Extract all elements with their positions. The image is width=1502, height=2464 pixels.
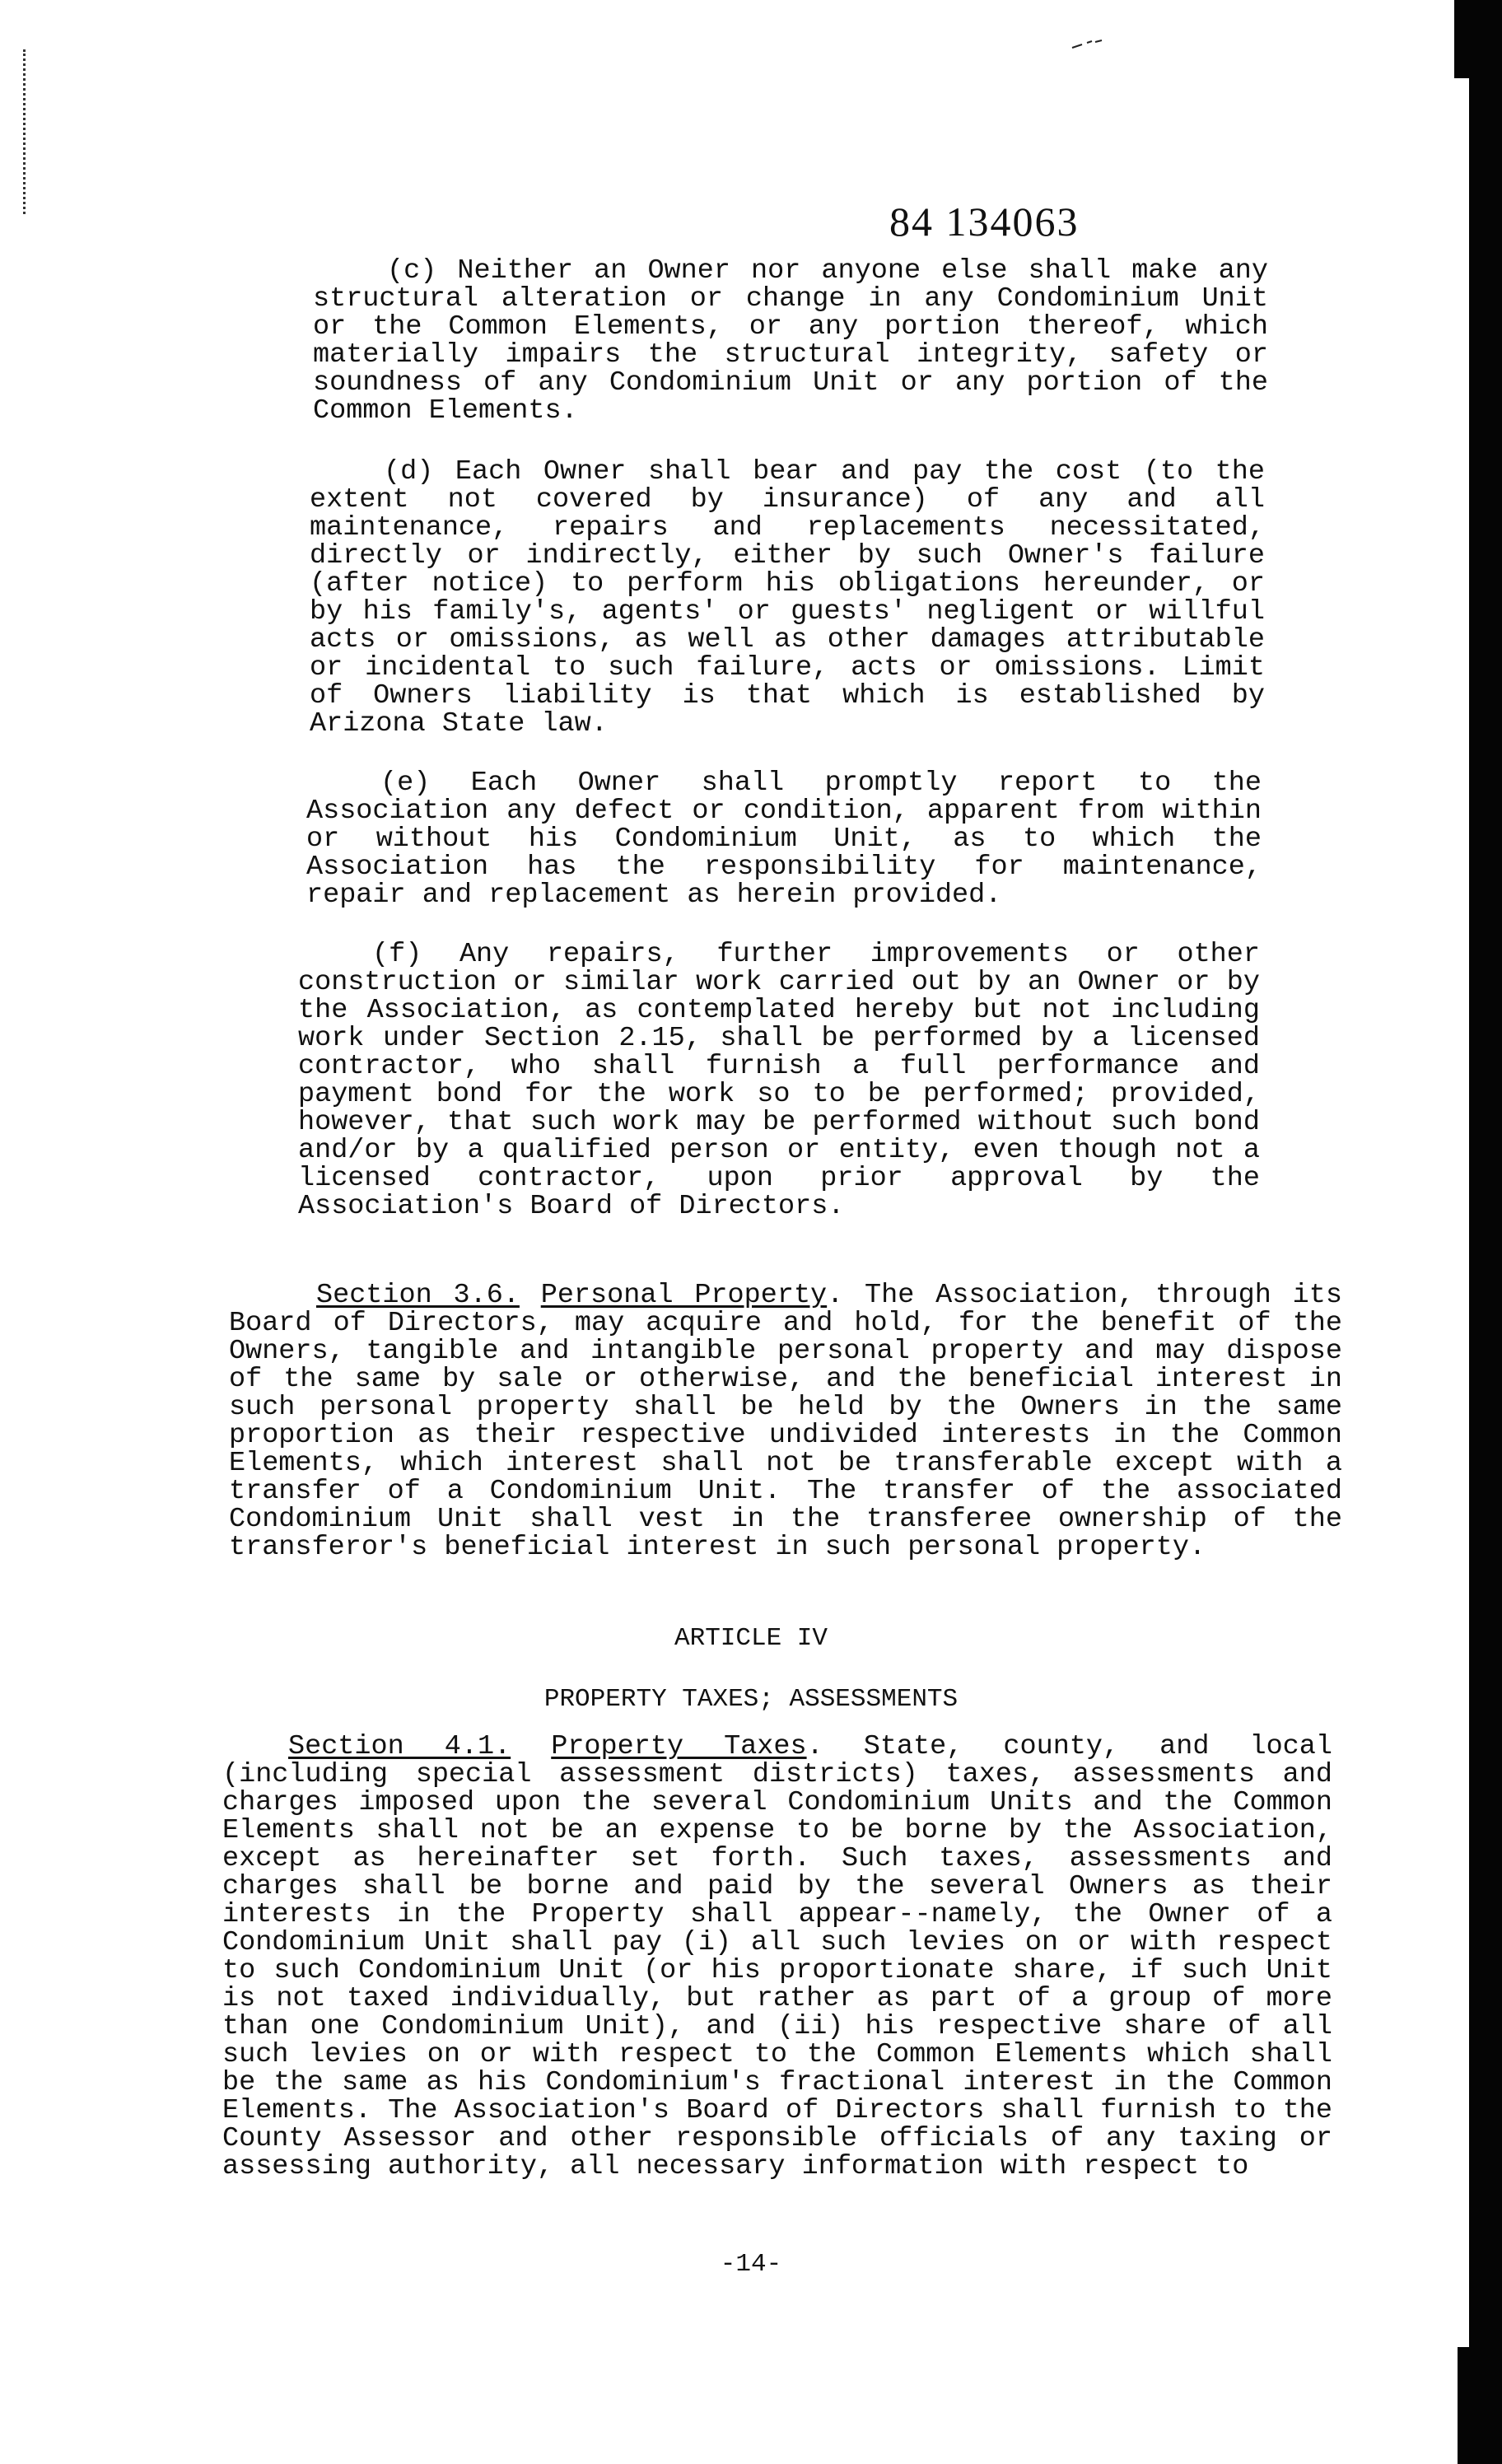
paragraph-f: [298, 940, 1260, 1220]
paragraph-d-text: (d) Each Owner shall bear and pay the cost (to the extent not covered by insurance) of any and all maintenance, repairs and replacements necessitated, directly or indirectly, either by such Owner's failure (after notice) to perform his obligations hereunder, or by his family's, agents' or guests' negligent or willful acts or omissions, as well as other damages attributable or incidental to such failure, acts or omissions. Limit of Owners liability is that which is established by Arizona State law.: [310, 456, 1265, 740]
section-4-1: [222, 1733, 1332, 2181]
page-number: -14-: [720, 2250, 782, 2279]
article-heading: ARTICLE IV: [674, 1624, 828, 1653]
section-4-1-title: Property Taxes: [551, 1731, 807, 1762]
section-3-6-body: . The Association, through its Board of Directors, may acquire and hold, for the benefit of the Owners, tangible and intangible personal property and may dispose of the same by sale or otherwise, and the beneficial interest in such personal property shall be held by the Owners in the same proportion as their respective undivided interests in the Common Elements, which interest shall not be transferable except with a transfer of a Condominium Unit. The transfer of the associated Condominium Unit shall vest in the transferee ownership of the transferor's beneficial interest in such personal property.: [229, 1280, 1342, 1563]
paragraph-f-text: (f) Any repairs, further improvements or other construction or similar work carried out by an Owner or by the Association, as contemplated hereby but not including work under Section 2.15, shall be performed by a licensed contractor, who shall furnish a full performance and payment bond for the work so to be performed; provided, however, that such work may be performed without such bond and/or by a qualified person or entity, even though not a licensed contractor, upon prior approval by the Association's Board of Directors.: [298, 939, 1260, 1222]
scan-edge-notch-bottom: [1458, 2347, 1469, 2464]
scan-edge-left-marks: [23, 49, 30, 214]
section-3-6-title: Personal Property: [540, 1280, 828, 1311]
paragraph-e-text: (e) Each Owner shall promptly report to the Association any defect or condition, apparent from within or without his Condominium Unit, as to which the Association has the responsibility for maintenance, repair and replacement as herein provided.: [306, 768, 1262, 911]
section-4-1-body: . State, county, and local (including special assessment districts) taxes, assessments and charges imposed upon the several Condominium Units and the Common Elements shall not be an expense to be borne by the Association, except as hereinafter set forth. Such taxes, assessments and charges shall be borne and paid by the several Owners as their interests in the Property shall appear--namely, the Owner of a Condominium Unit shall pay (i) all such levies on or with respect to such Condominium Unit (or his proportionate share, if such Unit is not taxed individually, but rather as part of a group of more than one Condominium Unit), and (ii) his respective share of all such levies on or with respect to the Common Elements which shall be the same as his Condominium's fractional interest in the Common Elements. The Association's Board of Directors shall furnish to the County Assessor and other responsible officials of any taxing or assessing authority, all necessary information with respect to: [222, 1731, 1332, 2182]
paragraph-c: [313, 257, 1268, 425]
paragraph-c-text: (c) Neither an Owner nor anyone else shall make any structural alteration or change in any Condominium Unit or the Common Elements, or any portion thereof, which materially impairs the structural integrity, safety or soundness of any Condominium Unit or any portion of the Common Elements.: [313, 255, 1268, 427]
paragraph-e: [306, 769, 1262, 909]
scan-edge-right: [1469, 0, 1502, 2464]
scan-edge-notch-top: [1454, 0, 1469, 78]
article-title: PROPERTY TAXES; ASSESSMENTS: [543, 1685, 959, 1714]
scan-speck: [1071, 40, 1103, 51]
section-3-6-number: Section 3.6.: [316, 1280, 520, 1311]
section-4-1-number: Section 4.1.: [288, 1731, 511, 1762]
document-number: 84 134063: [889, 198, 1080, 245]
paragraph-d: [310, 458, 1265, 738]
section-3-6: [229, 1281, 1342, 1561]
